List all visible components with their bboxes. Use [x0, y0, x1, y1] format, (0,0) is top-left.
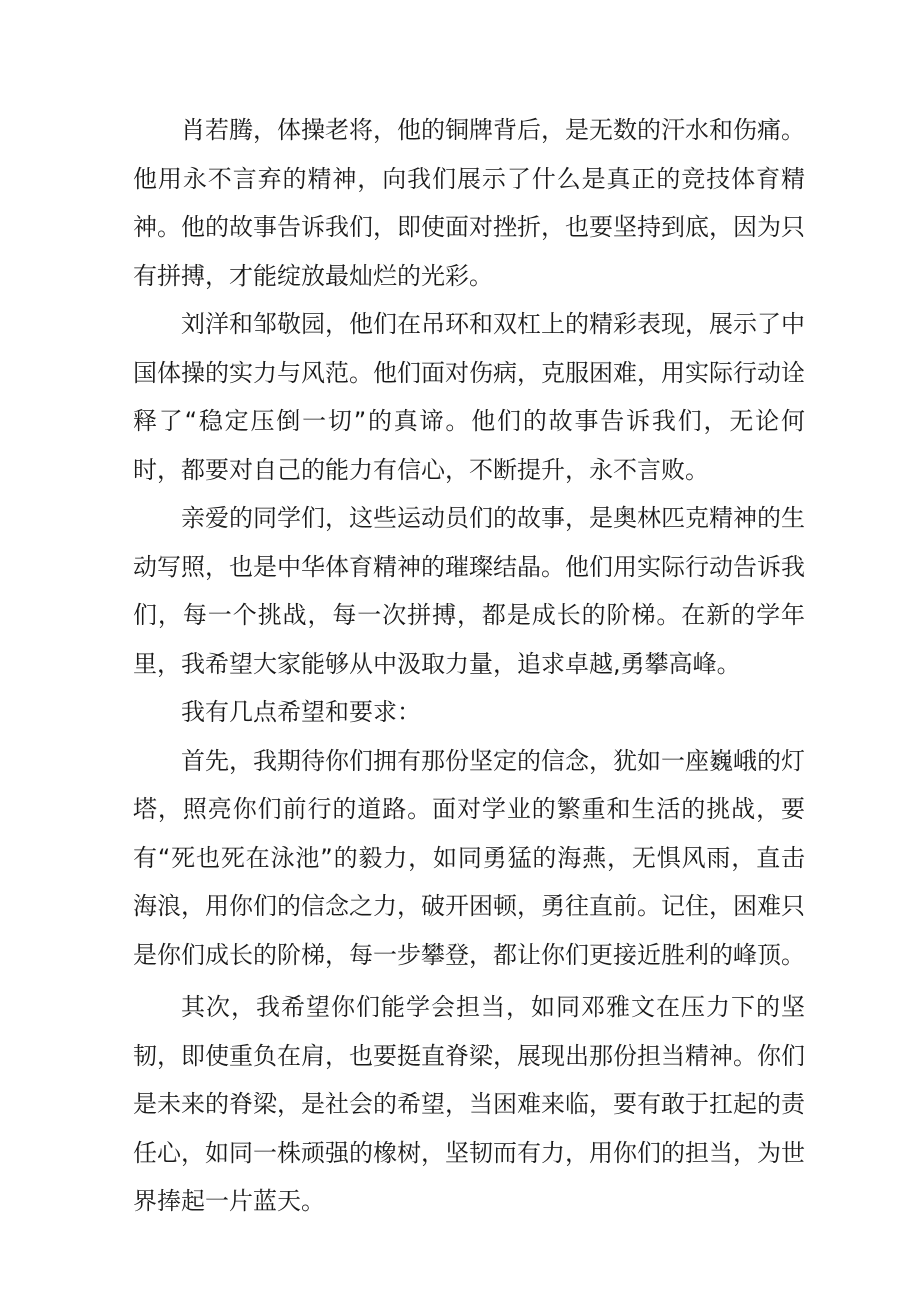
paragraph-first-hope: 首先，我期待你们拥有那份坚定的信念，犹如一座巍峨的灯塔，照亮你们前行的道路。面对学业的繁重和生活的挑战，要有“死也死在泳池”的毅力，如同勇猛的海燕，无惧风雨，直击海浪，用你们的信念之力，破开困顿，勇往直前。记住，困难只是你们成长的阶梯，每一步攀登，都让你们更接近胜利的峰顶。 [133, 746, 805, 969]
paragraph-second-hope: 其次，我希望你们能学会担当，如同邓雅文在压力下的坚韧，即使重负在肩，也要挺直脊梁，展现出那份担当精神。你们是未来的脊梁，是社会的希望，当困难来临，要有敢于扛起的责任心，如同一株顽强的橡树，坚韧而有力，用你们的担当，为世界捧起一片蓝天。 [133, 993, 805, 1215]
paragraph-xiao-ruoteng: 肖若腾，体操老将，他的铜牌背后，是无数的汗水和伤痛。他用永不言弃的精神，向我们展示了什么是真正的竞技体育精神。他的故事告诉我们，即使面对挫折，也要坚持到底，因为只有拼搏，才能绽放最灿烂的光彩。 [133, 116, 805, 290]
paragraph-hopes-intro: 我有几点希望和要求： [181, 698, 421, 726]
document-body [133, 106, 805, 1226]
paragraph-liu-yang-zou-jingyuan: 刘洋和邹敬园，他们在吊环和双杠上的精彩表现，展示了中国体操的实力与风范。他们面对伤病，克服困难，用实际行动诠释了“稳定压倒一切”的真谛。他们的故事告诉我们，无论何时，都要对自己的能力有信心，不断提升，永不言败。 [133, 310, 805, 484]
paragraph-dear-students: 亲爱的同学们，这些运动员们的故事，是奥林匹克精神的生动写照，也是中华体育精神的璀璨结晶。他们用实际行动告诉我们，每一个挑战，每一次拼搏，都是成长的阶梯。在新的学年里，我希望大家能够从中汲取力量，追求卓越,勇攀高峰。 [133, 504, 805, 678]
